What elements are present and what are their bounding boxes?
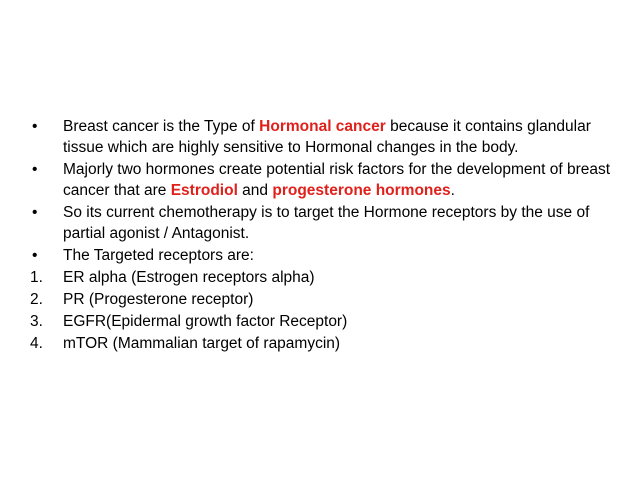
number-marker: 4. [30,335,43,352]
numbered-item-1 [30,267,620,288]
bullet-marker: • [32,161,38,178]
bullet-text: Breast cancer is the Type of Hormonal cancer because it contains glandular tissue which are highly sensitive to Hormonal changes in the body. [63,118,591,156]
numbered-item-2 [30,289,620,310]
numbered-text: PR (Progesterone receptor) [63,291,254,308]
highlight-estrodiol: Estrodiol [170,182,238,199]
bullet-item-3 [30,202,620,244]
slide-content [30,116,620,355]
bullet-marker: • [32,247,38,264]
numbered-text: EGFR(Epidermal growth factor Receptor) [63,313,348,330]
numbered-item-3 [30,311,620,332]
bullet-marker: • [32,204,38,221]
numbered-text: ER alpha (Estrogen receptors alpha) [63,269,315,286]
numbered-text: mTOR (Mammalian target of rapamycin) [63,335,341,352]
bullet-text: Majorly two hormones create potential risk factors for the development of breast cancer that are Estrodiol and progesterone hormones. [63,161,611,199]
highlight-progesterone-hormones: progesterone hormones [272,182,451,199]
numbered-item-4 [30,333,620,354]
number-marker: 3. [30,313,43,330]
highlight-hormonal-cancer: Hormonal cancer [259,118,386,135]
bullet-item-4 [30,245,620,266]
number-marker: 1. [30,269,43,286]
bullet-marker: • [32,118,38,135]
bullet-item-1 [30,116,620,158]
bullet-text: So its current chemotherapy is to target the Hormone receptors by the use of partial agonist / Antagonist. [63,204,590,242]
number-marker: 2. [30,291,43,308]
bullet-text: The Targeted receptors are: [63,247,254,264]
bullet-item-2 [30,159,620,201]
